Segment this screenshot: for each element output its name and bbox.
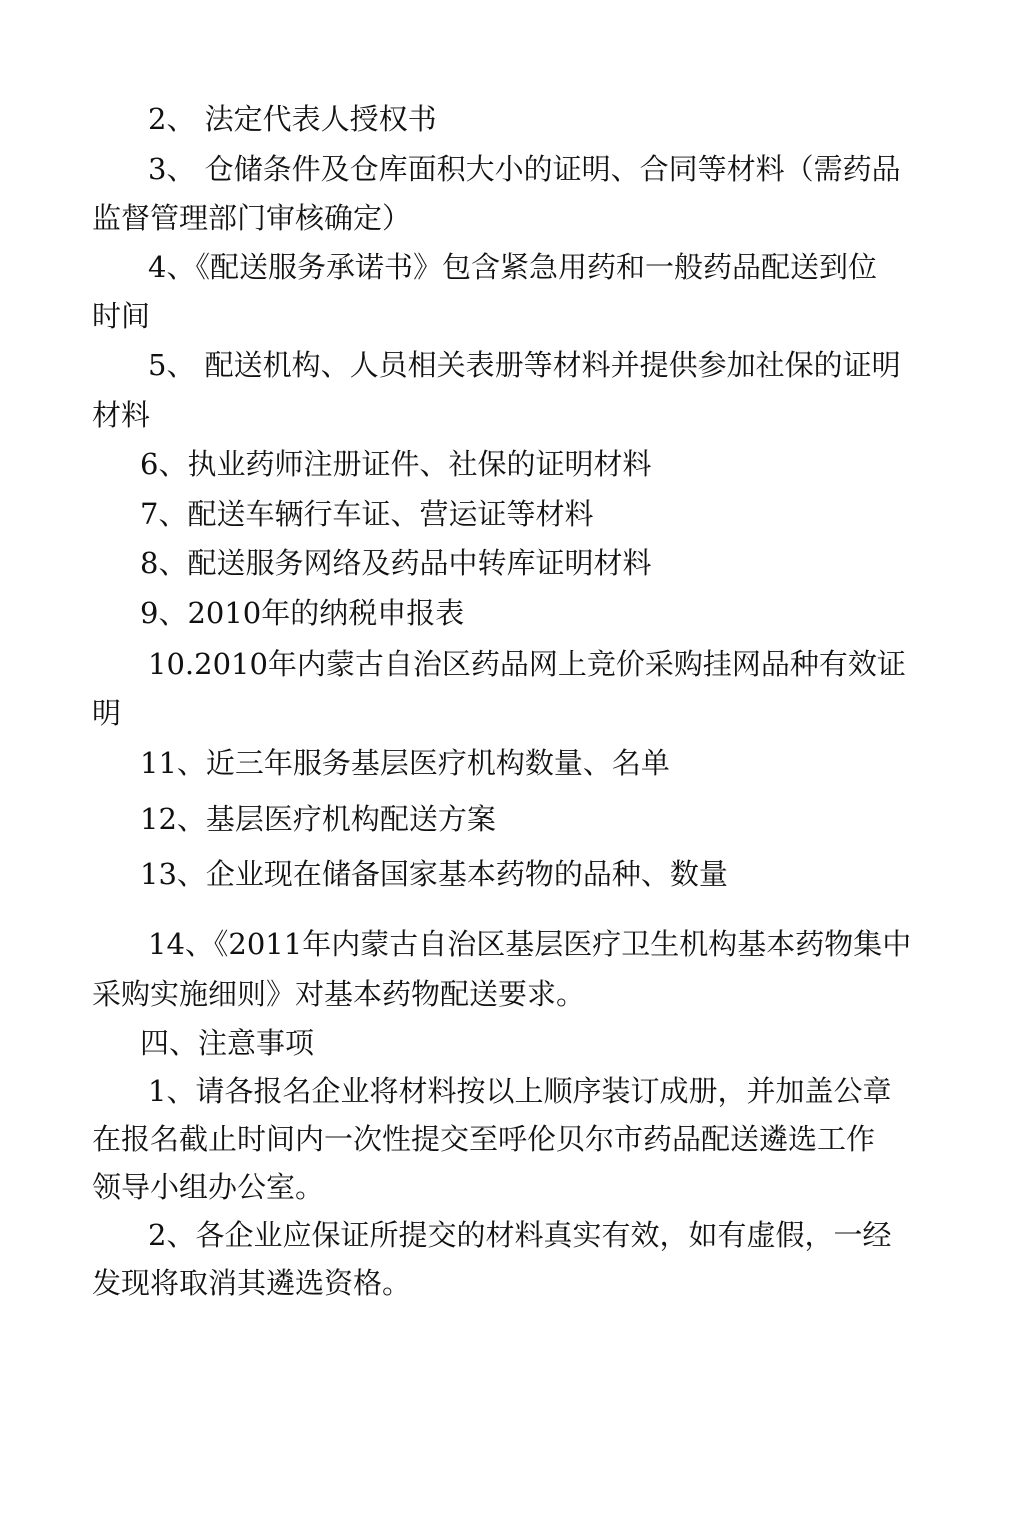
doc-line-11: 9、2010年的纳税申报表 bbox=[140, 596, 465, 630]
doc-line-1: 2、 法定代表人授权书 bbox=[148, 102, 437, 136]
doc-line-5: 时间 bbox=[92, 299, 151, 333]
doc-line-15: 12、基层医疗机构配送方案 bbox=[140, 802, 496, 836]
doc-line-9: 7、配送车辆行车证、营运证等材料 bbox=[140, 497, 594, 531]
section-heading-notes: 四、注意事项 bbox=[140, 1026, 315, 1060]
doc-line-20: 1、请各报名企业将材料按以上顺序装订成册，并加盖公章 bbox=[148, 1074, 892, 1108]
doc-line-10: 8、配送服务网络及药品中转库证明材料 bbox=[140, 546, 652, 580]
doc-line-23: 2、各企业应保证所提交的材料真实有效，如有虚假，一经 bbox=[148, 1218, 892, 1252]
doc-line-18: 采购实施细则》对基本药物配送要求。 bbox=[92, 977, 586, 1011]
doc-line-2: 3、 仓储条件及仓库面积大小的证明、合同等材料（需药品 bbox=[148, 152, 901, 186]
doc-line-17: 14、《2011年内蒙古自治区基层医疗卫生机构基本药物集中 bbox=[148, 927, 912, 961]
doc-line-21: 在报名截止时间内一次性提交至呼伦贝尔市药品配送遴选工作 bbox=[92, 1122, 876, 1156]
doc-line-6: 5、 配送机构、人员相关表册等材料并提供参加社保的证明 bbox=[148, 348, 901, 382]
doc-line-8: 6、执业药师注册证件、社保的证明材料 bbox=[140, 447, 652, 481]
doc-line-16: 13、企业现在储备国家基本药物的品种、数量 bbox=[140, 857, 728, 891]
doc-line-12: 10.2010年内蒙古自治区药品网上竞价采购挂网品种有效证 bbox=[148, 647, 906, 681]
doc-line-22: 领导小组办公室。 bbox=[92, 1170, 325, 1204]
doc-line-14: 11、近三年服务基层医疗机构数量、名单 bbox=[140, 746, 670, 780]
doc-line-4: 4、《配送服务承诺书》包含紧急用药和一般药品配送到位 bbox=[148, 250, 877, 284]
doc-line-7: 材料 bbox=[92, 398, 151, 432]
doc-line-24: 发现将取消其遴选资格。 bbox=[92, 1266, 412, 1300]
doc-line-3: 监督管理部门审核确定） bbox=[92, 201, 412, 235]
doc-line-13: 明 bbox=[92, 696, 122, 730]
